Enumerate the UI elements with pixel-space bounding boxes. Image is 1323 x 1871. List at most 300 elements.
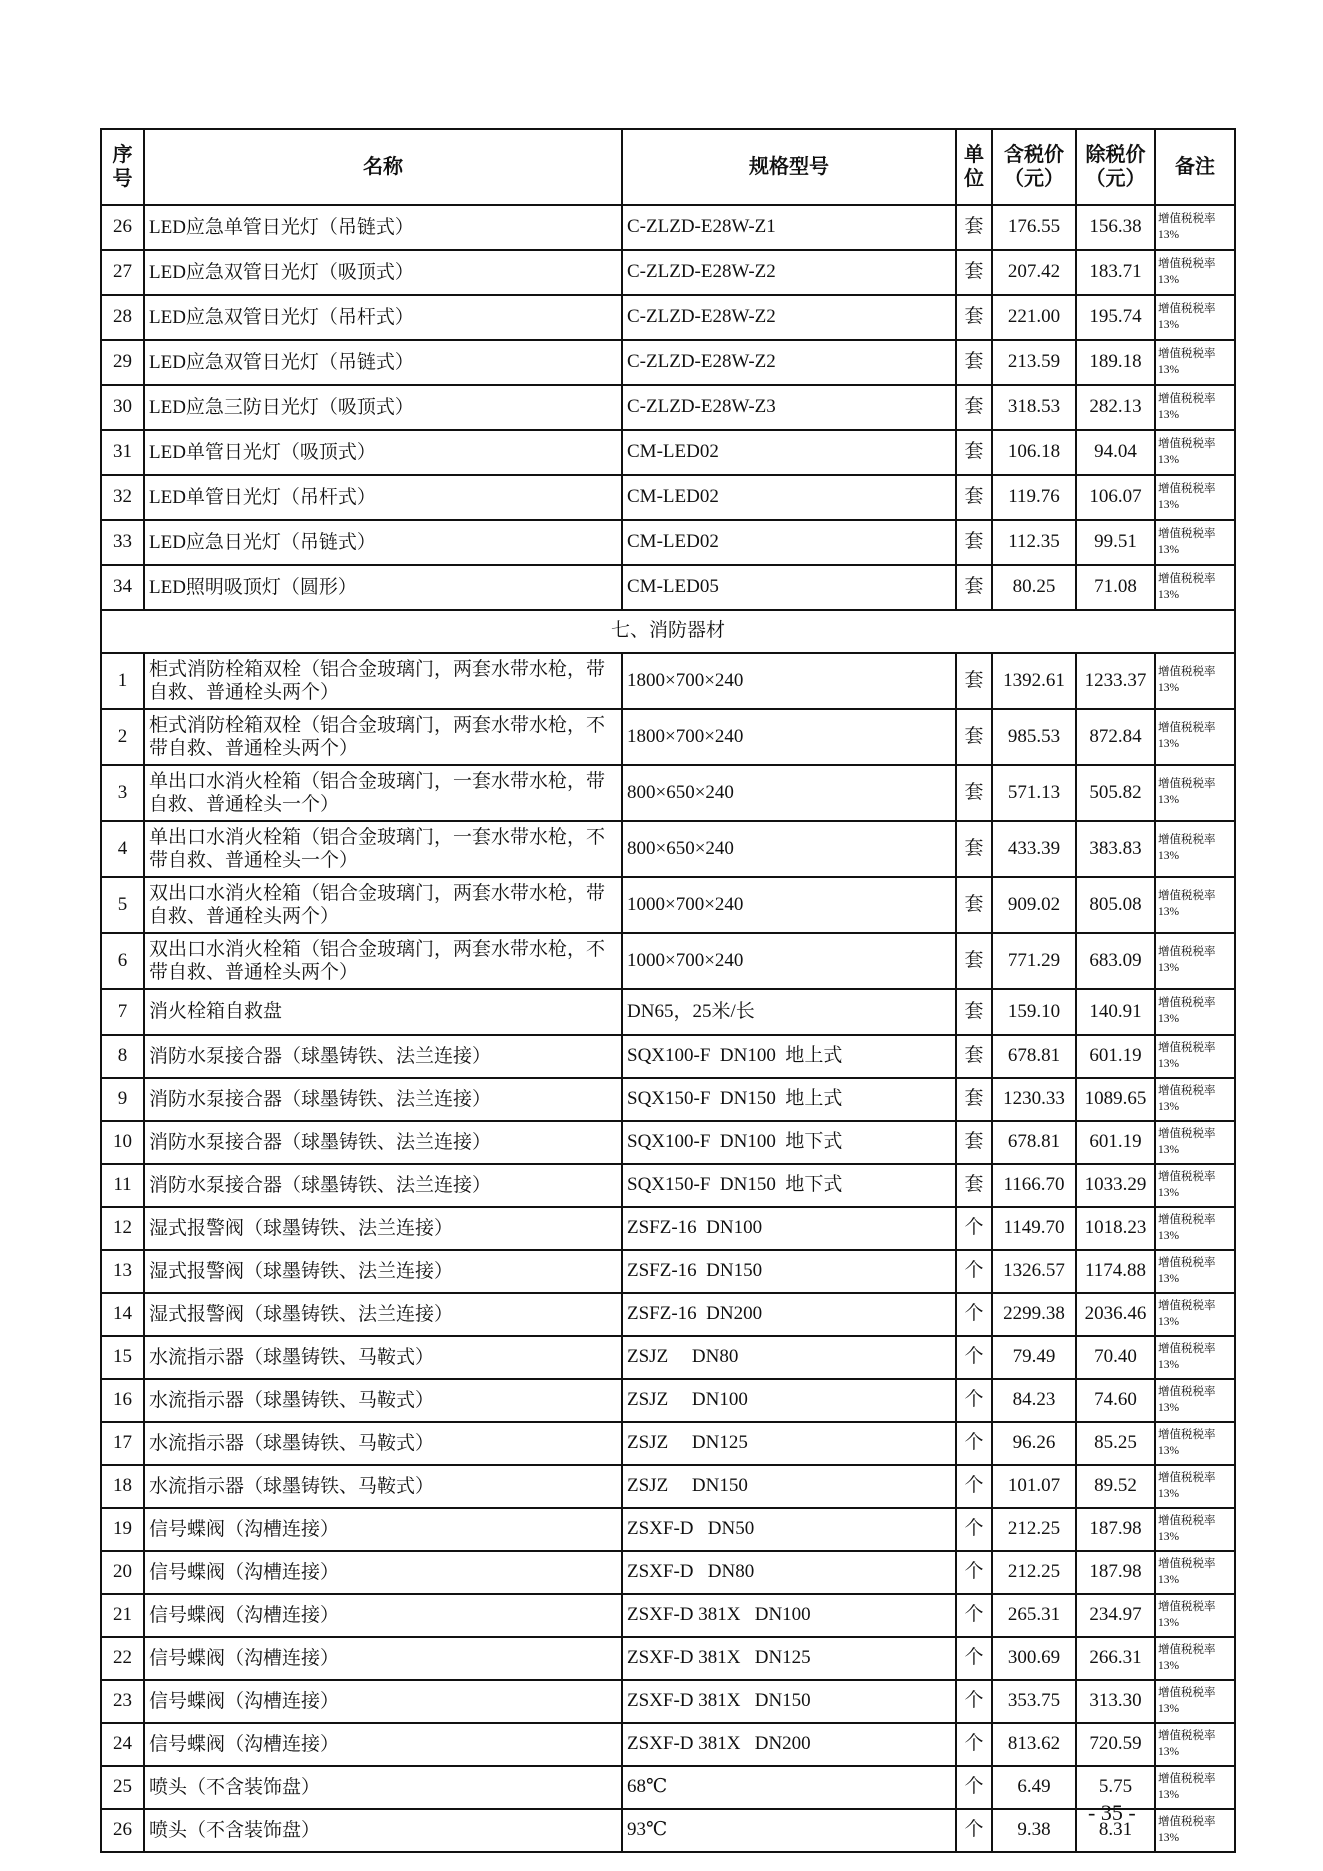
cell-name: 双出口水消火栓箱（铝合金玻璃门，两套水带水枪，带自救、普通栓头两个） bbox=[144, 877, 622, 933]
remark-tax-rate: 13% bbox=[1158, 1315, 1180, 1328]
cell-remark bbox=[1155, 1637, 1235, 1680]
cell-remark bbox=[1155, 1121, 1235, 1164]
cell-spec: ZSXF-D 381X DN200 bbox=[622, 1723, 956, 1766]
cell-name: 双出口水消火栓箱（铝合金玻璃门，两套水带水枪，不带自救、普通栓头两个） bbox=[144, 933, 622, 989]
remark-tax-rate: 13% bbox=[1158, 318, 1180, 331]
cell-price-notax: 2036.46 bbox=[1076, 1293, 1155, 1336]
table-row bbox=[101, 430, 1235, 475]
cell-spec: 800×650×240 bbox=[622, 765, 956, 821]
cell-unit: 套 bbox=[956, 765, 992, 821]
remark-tax-label: 增值税税率 bbox=[1158, 666, 1216, 679]
cell-price-notax: 505.82 bbox=[1076, 765, 1155, 821]
cell-price-notax: 805.08 bbox=[1076, 877, 1155, 933]
cell-price-tax: 213.59 bbox=[992, 340, 1076, 385]
cell-unit: 个 bbox=[956, 1336, 992, 1379]
table-row bbox=[101, 565, 1235, 610]
cell-price-tax: 1326.57 bbox=[992, 1250, 1076, 1293]
cell-price-tax: 1230.33 bbox=[992, 1078, 1076, 1121]
cell-price-notax: 1174.88 bbox=[1076, 1250, 1155, 1293]
cell-spec: ZSJZ DN80 bbox=[622, 1336, 956, 1379]
cell-name: 信号蝶阀（沟槽连接） bbox=[144, 1551, 622, 1594]
cell-name: 水流指示器（球墨铸铁、马鞍式） bbox=[144, 1422, 622, 1465]
cell-remark bbox=[1155, 1551, 1235, 1594]
cell-unit: 个 bbox=[956, 1551, 992, 1594]
page-number: - 35 - bbox=[1088, 1800, 1136, 1825]
cell-price-tax: 119.76 bbox=[992, 475, 1076, 520]
table-row bbox=[101, 653, 1235, 709]
remark-tax-rate: 13% bbox=[1158, 1100, 1180, 1113]
remark-tax-rate: 13% bbox=[1158, 453, 1180, 466]
cell-price-tax: 433.39 bbox=[992, 821, 1076, 877]
cell-name: 信号蝶阀（沟槽连接） bbox=[144, 1508, 622, 1551]
cell-seq: 32 bbox=[101, 475, 144, 520]
rows-lighting bbox=[101, 205, 1235, 610]
cell-price-notax: 99.51 bbox=[1076, 520, 1155, 565]
cell-seq: 18 bbox=[101, 1465, 144, 1508]
cell-price-tax: 2299.38 bbox=[992, 1293, 1076, 1336]
cell-price-notax: 74.60 bbox=[1076, 1379, 1155, 1422]
remark-tax-label: 增值税税率 bbox=[1158, 1428, 1216, 1441]
cell-unit: 套 bbox=[956, 933, 992, 989]
cell-price-notax: 71.08 bbox=[1076, 565, 1155, 610]
cell-spec: C-ZLZD-E28W-Z2 bbox=[622, 295, 956, 340]
remark-tax-rate: 13% bbox=[1158, 1616, 1180, 1629]
cell-spec: CM-LED05 bbox=[622, 565, 956, 610]
cell-seq: 29 bbox=[101, 340, 144, 385]
table-header bbox=[101, 129, 1235, 205]
cell-price-tax: 207.42 bbox=[992, 250, 1076, 295]
cell-price-tax: 265.31 bbox=[992, 1594, 1076, 1637]
cell-unit: 套 bbox=[956, 1078, 992, 1121]
cell-remark bbox=[1155, 295, 1235, 340]
remark-tax-label: 增值税税率 bbox=[1158, 347, 1216, 360]
cell-price-tax: 300.69 bbox=[992, 1637, 1076, 1680]
cell-name: 消防水泵接合器（球墨铸铁、法兰连接） bbox=[144, 1164, 622, 1207]
cell-name: 消防水泵接合器（球墨铸铁、法兰连接） bbox=[144, 1035, 622, 1078]
remark-tax-rate: 13% bbox=[1158, 906, 1180, 918]
remark-tax-rate: 13% bbox=[1158, 1702, 1180, 1715]
remark-tax-label: 增值税税率 bbox=[1158, 1557, 1216, 1570]
remark-tax-rate: 13% bbox=[1158, 1788, 1180, 1801]
cell-remark bbox=[1155, 475, 1235, 520]
cell-unit: 个 bbox=[956, 1379, 992, 1422]
table-row bbox=[101, 933, 1235, 989]
cell-price-notax: 106.07 bbox=[1076, 475, 1155, 520]
cell-price-tax: 813.62 bbox=[992, 1723, 1076, 1766]
cell-name: LED应急双管日光灯（吸顶式） bbox=[144, 250, 622, 295]
cell-price-tax: 9.38 bbox=[992, 1809, 1076, 1852]
cell-price-notax: 266.31 bbox=[1076, 1637, 1155, 1680]
cell-remark bbox=[1155, 340, 1235, 385]
remark-tax-label: 增值税税率 bbox=[1158, 257, 1216, 270]
cell-spec: 1000×700×240 bbox=[622, 933, 956, 989]
header-seq: 序号 bbox=[101, 129, 144, 205]
cell-spec: 93℃ bbox=[622, 1809, 956, 1852]
cell-name: LED应急双管日光灯（吊链式） bbox=[144, 340, 622, 385]
header-remark: 备注 bbox=[1155, 129, 1235, 205]
cell-unit: 套 bbox=[956, 709, 992, 765]
table-row bbox=[101, 385, 1235, 430]
cell-spec: ZSFZ-16 DN150 bbox=[622, 1250, 956, 1293]
cell-price-tax: 1166.70 bbox=[992, 1164, 1076, 1207]
cell-price-notax: 140.91 bbox=[1076, 989, 1155, 1035]
cell-remark bbox=[1155, 989, 1235, 1035]
cell-unit: 套 bbox=[956, 565, 992, 610]
table-row bbox=[101, 1594, 1235, 1637]
cell-seq: 7 bbox=[101, 989, 144, 1035]
table-row bbox=[101, 520, 1235, 565]
remark-tax-label: 增值税税率 bbox=[1158, 1643, 1216, 1656]
cell-remark bbox=[1155, 1336, 1235, 1379]
cell-price-notax: 1018.23 bbox=[1076, 1207, 1155, 1250]
cell-unit: 个 bbox=[956, 1809, 992, 1852]
remark-tax-label: 增值税税率 bbox=[1158, 1772, 1216, 1785]
cell-price-tax: 678.81 bbox=[992, 1035, 1076, 1078]
section-row bbox=[101, 610, 1235, 653]
remark-tax-rate: 13% bbox=[1158, 273, 1180, 286]
cell-price-notax: 94.04 bbox=[1076, 430, 1155, 475]
table-row bbox=[101, 1551, 1235, 1594]
cell-price-notax: 601.19 bbox=[1076, 1121, 1155, 1164]
cell-seq: 24 bbox=[101, 1723, 144, 1766]
cell-unit: 套 bbox=[956, 385, 992, 430]
cell-remark bbox=[1155, 565, 1235, 610]
remark-tax-rate: 13% bbox=[1158, 363, 1180, 376]
cell-unit: 套 bbox=[956, 1121, 992, 1164]
cell-price-notax: 234.97 bbox=[1076, 1594, 1155, 1637]
cell-seq: 30 bbox=[101, 385, 144, 430]
cell-spec: SQX100-F DN100 地下式 bbox=[622, 1121, 956, 1164]
remark-tax-rate: 13% bbox=[1158, 1186, 1180, 1199]
table-row bbox=[101, 989, 1235, 1035]
cell-seq: 20 bbox=[101, 1551, 144, 1594]
cell-name: 喷头（不含装饰盘） bbox=[144, 1809, 622, 1852]
cell-price-notax: 383.83 bbox=[1076, 821, 1155, 877]
cell-name: 信号蝶阀（沟槽连接） bbox=[144, 1637, 622, 1680]
cell-price-tax: 771.29 bbox=[992, 933, 1076, 989]
cell-spec: ZSXF-D 381X DN150 bbox=[622, 1680, 956, 1723]
cell-spec: 1800×700×240 bbox=[622, 709, 956, 765]
cell-name: 湿式报警阀（球墨铸铁、法兰连接） bbox=[144, 1207, 622, 1250]
cell-spec: ZSFZ-16 DN100 bbox=[622, 1207, 956, 1250]
remark-tax-label: 增值税税率 bbox=[1158, 1084, 1216, 1097]
cell-remark bbox=[1155, 1723, 1235, 1766]
cell-remark bbox=[1155, 821, 1235, 877]
cell-remark bbox=[1155, 1594, 1235, 1637]
cell-name: LED应急单管日光灯（吊链式） bbox=[144, 205, 622, 250]
remark-tax-label: 增值税税率 bbox=[1158, 1385, 1216, 1398]
cell-name: LED照明吸顶灯（圆形） bbox=[144, 565, 622, 610]
cell-price-notax: 187.98 bbox=[1076, 1508, 1155, 1551]
section-title: 七、消防器材 bbox=[101, 610, 1235, 653]
table-row bbox=[101, 340, 1235, 385]
remark-tax-label: 增值税税率 bbox=[1158, 1815, 1216, 1828]
remark-tax-rate: 13% bbox=[1158, 498, 1180, 511]
cell-spec: C-ZLZD-E28W-Z2 bbox=[622, 340, 956, 385]
remark-tax-rate: 13% bbox=[1158, 1057, 1180, 1070]
cell-name: 单出口水消火栓箱（铝合金玻璃门，一套水带水枪，不带自救、普通栓头一个） bbox=[144, 821, 622, 877]
cell-unit: 套 bbox=[956, 653, 992, 709]
cell-remark bbox=[1155, 1293, 1235, 1336]
remark-tax-label: 增值税税率 bbox=[1158, 1342, 1216, 1355]
cell-seq: 4 bbox=[101, 821, 144, 877]
cell-name: LED单管日光灯（吊杆式） bbox=[144, 475, 622, 520]
table-row bbox=[101, 1637, 1235, 1680]
price-table bbox=[100, 128, 1236, 1853]
table-row bbox=[101, 1809, 1235, 1852]
cell-seq: 9 bbox=[101, 1078, 144, 1121]
cell-unit: 个 bbox=[956, 1422, 992, 1465]
cell-unit: 个 bbox=[956, 1293, 992, 1336]
cell-price-tax: 1392.61 bbox=[992, 653, 1076, 709]
remark-tax-rate: 13% bbox=[1158, 1745, 1180, 1758]
cell-remark bbox=[1155, 709, 1235, 765]
cell-name: 单出口水消火栓箱（铝合金玻璃门，一套水带水枪，带自救、普通栓头一个） bbox=[144, 765, 622, 821]
cell-price-tax: 212.25 bbox=[992, 1551, 1076, 1594]
cell-price-tax: 176.55 bbox=[992, 205, 1076, 250]
header-price-tax: 含税价（元） bbox=[992, 129, 1076, 205]
cell-price-notax: 1033.29 bbox=[1076, 1164, 1155, 1207]
cell-seq: 19 bbox=[101, 1508, 144, 1551]
remark-tax-rate: 13% bbox=[1158, 1831, 1180, 1844]
cell-remark bbox=[1155, 1379, 1235, 1422]
rows-fire-equipment bbox=[101, 653, 1235, 1852]
remark-tax-label: 增值税税率 bbox=[1158, 778, 1216, 791]
cell-price-tax: 80.25 bbox=[992, 565, 1076, 610]
cell-name: 信号蝶阀（沟槽连接） bbox=[144, 1594, 622, 1637]
cell-price-tax: 1149.70 bbox=[992, 1207, 1076, 1250]
cell-name: LED单管日光灯（吸顶式） bbox=[144, 430, 622, 475]
table-row bbox=[101, 1035, 1235, 1078]
cell-name: 喷头（不含装饰盘） bbox=[144, 1766, 622, 1809]
cell-price-notax: 70.40 bbox=[1076, 1336, 1155, 1379]
cell-name: 柜式消防栓箱双栓（铝合金玻璃门，两套水带水枪，不带自救、普通栓头两个） bbox=[144, 709, 622, 765]
table-row bbox=[101, 765, 1235, 821]
table-row bbox=[101, 877, 1235, 933]
remark-tax-label: 增值税税率 bbox=[1158, 482, 1216, 495]
cell-price-notax: 8.31 bbox=[1076, 1809, 1155, 1852]
header-spec: 规格型号 bbox=[622, 129, 956, 205]
remark-tax-label: 增值税税率 bbox=[1158, 997, 1216, 1010]
cell-name: LED应急三防日光灯（吸顶式） bbox=[144, 385, 622, 430]
cell-price-tax: 221.00 bbox=[992, 295, 1076, 340]
cell-unit: 套 bbox=[956, 821, 992, 877]
cell-spec: C-ZLZD-E28W-Z1 bbox=[622, 205, 956, 250]
cell-unit: 个 bbox=[956, 1250, 992, 1293]
cell-remark bbox=[1155, 1508, 1235, 1551]
header-price-notax: 除税价（元） bbox=[1076, 129, 1155, 205]
remark-tax-rate: 13% bbox=[1158, 1358, 1180, 1371]
cell-spec: DN65，25米/长 bbox=[622, 989, 956, 1035]
remark-tax-label: 增值税税率 bbox=[1158, 437, 1216, 450]
table-row bbox=[101, 250, 1235, 295]
cell-seq: 6 bbox=[101, 933, 144, 989]
cell-name: 消火栓箱自救盘 bbox=[144, 989, 622, 1035]
cell-spec: C-ZLZD-E28W-Z2 bbox=[622, 250, 956, 295]
cell-price-notax: 183.71 bbox=[1076, 250, 1155, 295]
cell-price-notax: 282.13 bbox=[1076, 385, 1155, 430]
cell-price-notax: 187.98 bbox=[1076, 1551, 1155, 1594]
cell-spec: 68℃ bbox=[622, 1766, 956, 1809]
cell-seq: 21 bbox=[101, 1594, 144, 1637]
table-row bbox=[101, 205, 1235, 250]
table-row bbox=[101, 295, 1235, 340]
remark-tax-label: 增值税税率 bbox=[1158, 946, 1216, 959]
cell-price-notax: 313.30 bbox=[1076, 1680, 1155, 1723]
cell-name: 湿式报警阀（球墨铸铁、法兰连接） bbox=[144, 1250, 622, 1293]
cell-price-tax: 212.25 bbox=[992, 1508, 1076, 1551]
cell-unit: 个 bbox=[956, 1637, 992, 1680]
remark-tax-rate: 13% bbox=[1158, 1487, 1180, 1500]
table-row bbox=[101, 1121, 1235, 1164]
cell-remark bbox=[1155, 765, 1235, 821]
remark-tax-label: 增值税税率 bbox=[1158, 1471, 1216, 1484]
cell-remark bbox=[1155, 1465, 1235, 1508]
remark-tax-rate: 13% bbox=[1158, 962, 1180, 974]
cell-spec: C-ZLZD-E28W-Z3 bbox=[622, 385, 956, 430]
table-row bbox=[101, 1379, 1235, 1422]
cell-seq: 28 bbox=[101, 295, 144, 340]
cell-seq: 26 bbox=[101, 205, 144, 250]
cell-spec: SQX150-F DN150 地下式 bbox=[622, 1164, 956, 1207]
cell-remark bbox=[1155, 1035, 1235, 1078]
cell-spec: SQX150-F DN150 地上式 bbox=[622, 1078, 956, 1121]
cell-unit: 套 bbox=[956, 430, 992, 475]
remark-tax-rate: 13% bbox=[1158, 1013, 1180, 1025]
cell-seq: 22 bbox=[101, 1637, 144, 1680]
cell-spec: CM-LED02 bbox=[622, 475, 956, 520]
cell-unit: 个 bbox=[956, 1680, 992, 1723]
cell-price-tax: 678.81 bbox=[992, 1121, 1076, 1164]
table-row bbox=[101, 1250, 1235, 1293]
cell-spec: ZSJZ DN100 bbox=[622, 1379, 956, 1422]
cell-seq: 17 bbox=[101, 1422, 144, 1465]
remark-tax-label: 增值税税率 bbox=[1158, 1299, 1216, 1312]
cell-price-notax: 601.19 bbox=[1076, 1035, 1155, 1078]
cell-seq: 13 bbox=[101, 1250, 144, 1293]
remark-tax-rate: 13% bbox=[1158, 1573, 1180, 1586]
cell-name: 消防水泵接合器（球墨铸铁、法兰连接） bbox=[144, 1078, 622, 1121]
cell-remark bbox=[1155, 250, 1235, 295]
cell-name: 水流指示器（球墨铸铁、马鞍式） bbox=[144, 1379, 622, 1422]
remark-tax-label: 增值税税率 bbox=[1158, 722, 1216, 735]
cell-seq: 5 bbox=[101, 877, 144, 933]
remark-tax-rate: 13% bbox=[1158, 1659, 1180, 1672]
cell-unit: 套 bbox=[956, 475, 992, 520]
remark-tax-label: 增值税税率 bbox=[1158, 834, 1216, 847]
remark-tax-rate: 13% bbox=[1158, 682, 1180, 694]
cell-price-tax: 112.35 bbox=[992, 520, 1076, 565]
cell-remark bbox=[1155, 1207, 1235, 1250]
cell-spec: 1800×700×240 bbox=[622, 653, 956, 709]
cell-remark bbox=[1155, 933, 1235, 989]
remark-tax-label: 增值税税率 bbox=[1158, 527, 1216, 540]
table-row bbox=[101, 1164, 1235, 1207]
cell-seq: 1 bbox=[101, 653, 144, 709]
cell-price-tax: 79.49 bbox=[992, 1336, 1076, 1379]
cell-remark bbox=[1155, 385, 1235, 430]
cell-seq: 34 bbox=[101, 565, 144, 610]
cell-price-tax: 101.07 bbox=[992, 1465, 1076, 1508]
cell-remark bbox=[1155, 1164, 1235, 1207]
cell-price-notax: 872.84 bbox=[1076, 709, 1155, 765]
cell-spec: ZSJZ DN150 bbox=[622, 1465, 956, 1508]
table-row bbox=[101, 1078, 1235, 1121]
remark-tax-label: 增值税税率 bbox=[1158, 1600, 1216, 1613]
remark-tax-label: 增值税税率 bbox=[1158, 890, 1216, 903]
cell-price-notax: 85.25 bbox=[1076, 1422, 1155, 1465]
cell-spec: 800×650×240 bbox=[622, 821, 956, 877]
remark-tax-rate: 13% bbox=[1158, 228, 1180, 241]
cell-price-tax: 909.02 bbox=[992, 877, 1076, 933]
cell-name: 消防水泵接合器（球墨铸铁、法兰连接） bbox=[144, 1121, 622, 1164]
cell-spec: CM-LED02 bbox=[622, 430, 956, 475]
cell-unit: 套 bbox=[956, 520, 992, 565]
cell-price-notax: 156.38 bbox=[1076, 205, 1155, 250]
remark-tax-label: 增值税税率 bbox=[1158, 1170, 1216, 1183]
cell-price-tax: 353.75 bbox=[992, 1680, 1076, 1723]
table-row bbox=[101, 1422, 1235, 1465]
table-row bbox=[101, 1766, 1235, 1809]
cell-unit: 套 bbox=[956, 989, 992, 1035]
cell-seq: 27 bbox=[101, 250, 144, 295]
cell-spec: ZSFZ-16 DN200 bbox=[622, 1293, 956, 1336]
cell-name: 湿式报警阀（球墨铸铁、法兰连接） bbox=[144, 1293, 622, 1336]
table-row bbox=[101, 1336, 1235, 1379]
cell-unit: 套 bbox=[956, 877, 992, 933]
remark-tax-label: 增值税税率 bbox=[1158, 1127, 1216, 1140]
remark-tax-label: 增值税税率 bbox=[1158, 1729, 1216, 1742]
cell-name: 信号蝶阀（沟槽连接） bbox=[144, 1680, 622, 1723]
cell-unit: 套 bbox=[956, 1164, 992, 1207]
cell-seq: 12 bbox=[101, 1207, 144, 1250]
header-name: 名称 bbox=[144, 129, 622, 205]
cell-price-tax: 985.53 bbox=[992, 709, 1076, 765]
cell-unit: 套 bbox=[956, 250, 992, 295]
cell-seq: 25 bbox=[101, 1766, 144, 1809]
cell-name: 水流指示器（球墨铸铁、马鞍式） bbox=[144, 1336, 622, 1379]
remark-tax-label: 增值税税率 bbox=[1158, 1686, 1216, 1699]
remark-tax-label: 增值税税率 bbox=[1158, 392, 1216, 405]
remark-tax-rate: 13% bbox=[1158, 1444, 1180, 1457]
cell-seq: 15 bbox=[101, 1336, 144, 1379]
cell-seq: 31 bbox=[101, 430, 144, 475]
table-row bbox=[101, 1508, 1235, 1551]
remark-tax-label: 增值税税率 bbox=[1158, 1041, 1216, 1054]
cell-price-notax: 189.18 bbox=[1076, 340, 1155, 385]
cell-unit: 个 bbox=[956, 1508, 992, 1551]
cell-remark bbox=[1155, 877, 1235, 933]
cell-price-tax: 571.13 bbox=[992, 765, 1076, 821]
remark-tax-label: 增值税税率 bbox=[1158, 572, 1216, 585]
cell-price-tax: 318.53 bbox=[992, 385, 1076, 430]
remark-tax-rate: 13% bbox=[1158, 408, 1180, 421]
header-unit: 单位 bbox=[956, 129, 992, 205]
cell-spec: ZSXF-D DN50 bbox=[622, 1508, 956, 1551]
cell-remark bbox=[1155, 653, 1235, 709]
cell-price-notax: 720.59 bbox=[1076, 1723, 1155, 1766]
table-row bbox=[101, 821, 1235, 877]
remark-tax-label: 增值税税率 bbox=[1158, 1213, 1216, 1226]
cell-seq: 10 bbox=[101, 1121, 144, 1164]
cell-remark bbox=[1155, 1809, 1235, 1852]
section-row-group bbox=[101, 610, 1235, 653]
cell-spec: SQX100-F DN100 地上式 bbox=[622, 1035, 956, 1078]
cell-remark bbox=[1155, 1078, 1235, 1121]
cell-unit: 套 bbox=[956, 295, 992, 340]
remark-tax-rate: 13% bbox=[1158, 588, 1180, 601]
cell-price-tax: 159.10 bbox=[992, 989, 1076, 1035]
